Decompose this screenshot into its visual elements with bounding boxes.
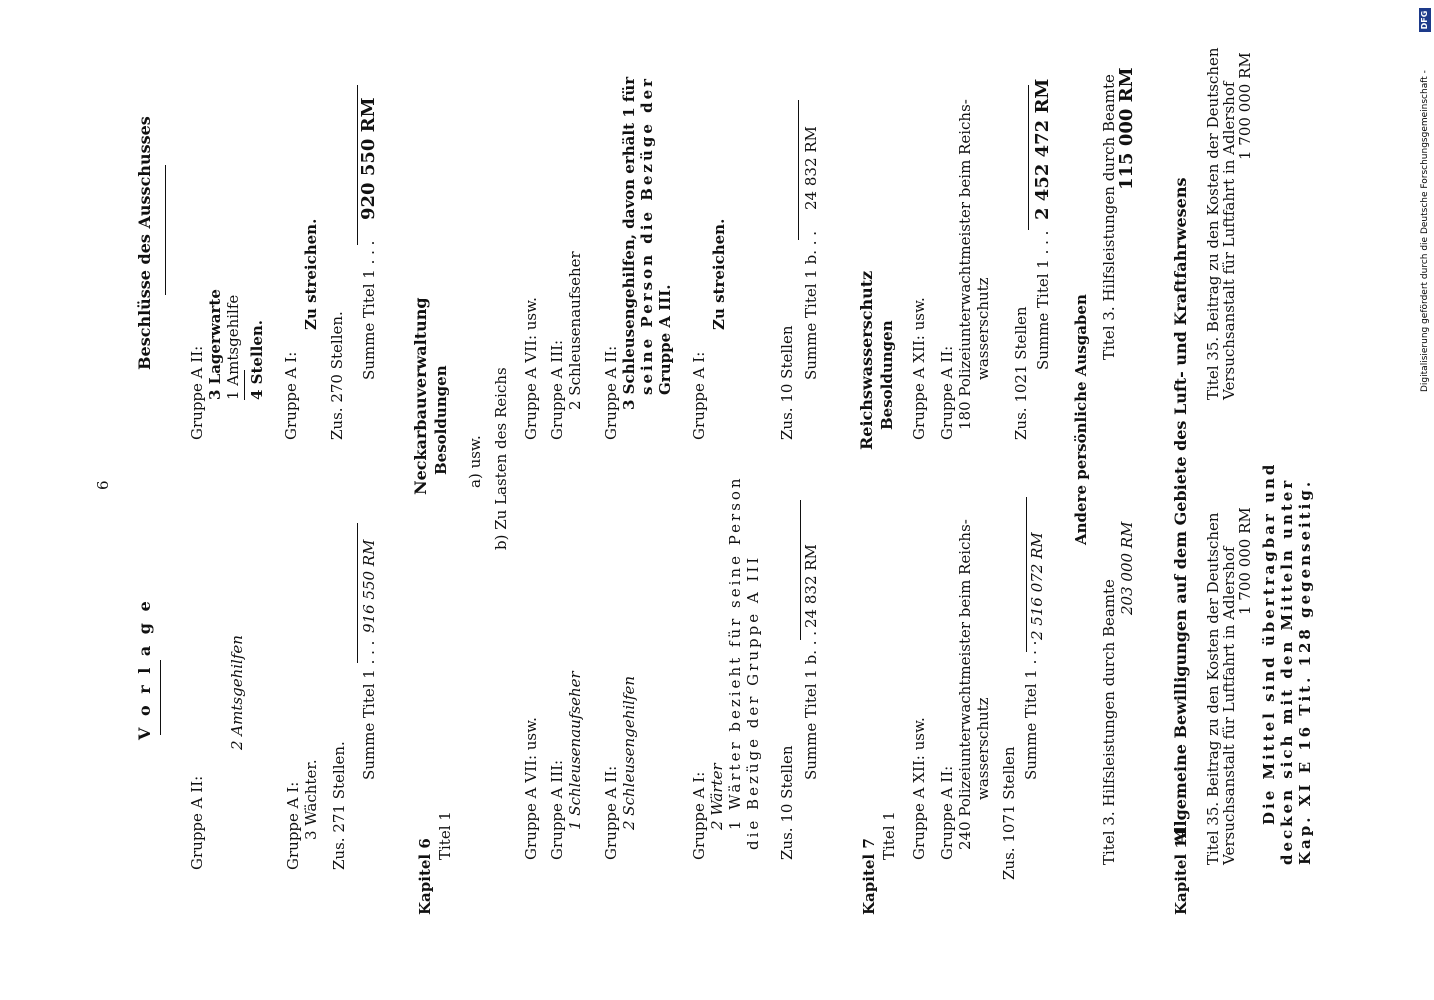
left-line: Zus. 10 Stellen	[778, 745, 796, 860]
left-line: Gruppe A I:	[690, 771, 708, 860]
right-line: 115 000 RM	[1116, 67, 1137, 190]
right-line: Titel 3. Hilfsleistungen durch Beamte	[1100, 74, 1118, 360]
left-line: Summe Titel 1 . . .	[360, 640, 378, 780]
right-line: 2 Schleusenaufseher	[566, 251, 584, 410]
right-line: Summe Titel 1 b. . .	[802, 230, 820, 380]
left-line: 2 Schleusengehilfen	[620, 675, 638, 830]
left-heading-rule	[160, 660, 161, 735]
right-line: Summe Titel 1 . . .	[1034, 230, 1052, 370]
right-line: Gruppe A I:	[282, 351, 300, 440]
right-line: 920 550 RM	[358, 97, 379, 220]
right-line: 3 Schleusengehilfen, davon erhält 1 für	[620, 76, 638, 410]
left-heading: V o r l a g e	[135, 598, 154, 740]
right-line: Gruppe A VII: usw.	[522, 297, 540, 440]
dfg-logo-text: DFG	[1420, 10, 1429, 30]
left-line: 1 Schleusenaufseher	[566, 671, 584, 830]
sum-rule	[800, 500, 801, 640]
left-line: 1 Wärter bezieht für seine Person	[726, 475, 744, 830]
right-line: 3 Lagerwarte	[206, 289, 224, 400]
left-line: Titel 35. Beitrag zu den Kosten der Deutschen	[1204, 512, 1222, 865]
sum-rule	[357, 523, 358, 663]
page-number: 6	[94, 480, 112, 490]
right-line: Gruppe A III.	[656, 284, 674, 395]
left-line: Die Mittel sind übertragbar und	[1260, 461, 1278, 825]
left-line: Summe Titel 1 . . .	[1022, 640, 1040, 780]
right-line: Zus. 270 Stellen.	[328, 311, 346, 440]
left-line: Summe Titel 1 b. . .	[802, 630, 820, 780]
left-line: Titel 3. Hilfsleistungen durch Beamte	[1100, 579, 1118, 865]
right-line: seine Person die Bezüge der	[638, 75, 656, 395]
kapitel14-title: Allgemeine Bewilligungen auf dem Gebiete des Luft- und Kraftfahrwesens	[1171, 177, 1190, 845]
left-line: Gruppe A XII: usw.	[910, 717, 928, 860]
left-line: 1 700 000 RM	[1236, 507, 1254, 615]
left-line: Gruppe A II:	[602, 765, 620, 860]
left-line: 203 000 RM	[1118, 521, 1136, 615]
neckar-title: Neckarbauverwaltung	[411, 297, 430, 495]
right-line: Zus. 1021 Stellen	[1012, 306, 1030, 440]
right-line: Gruppe A II:	[602, 345, 620, 440]
right-line: 24 832 RM	[802, 126, 820, 210]
stellen-rule	[244, 370, 245, 400]
sum-rule	[798, 100, 799, 240]
right-line: 2 452 472 RM	[1032, 78, 1053, 220]
left-line: 2 516 072 RM	[1028, 532, 1046, 640]
reichswasserschutz-subtitle: Besoldungen	[878, 320, 896, 430]
right-line: Gruppe A III:	[548, 339, 566, 440]
left-line: wasserschutz	[974, 697, 992, 800]
left-line: Gruppe A VII: usw.	[522, 717, 540, 860]
neckar-subtitle: Besoldungen	[432, 365, 450, 475]
right-heading: Beschlüsse des Ausschusses	[135, 116, 154, 370]
a-usw: a) usw.	[466, 435, 484, 488]
left-line: Gruppe A II:	[938, 765, 956, 860]
left-line: 240 Polizeiunterwachtmeister beim Reichs-	[956, 519, 974, 850]
left-line: 2 Wärter	[708, 763, 726, 830]
left-line: Gruppe A III:	[548, 759, 566, 860]
left-line: 24 832 RM	[802, 544, 820, 628]
left-line: Kapitel 6	[416, 838, 434, 915]
right-line: Zu streichen.	[302, 218, 320, 330]
right-line: Gruppe A XII: usw.	[910, 297, 928, 440]
left-line: die Bezüge der Gruppe A III	[744, 554, 762, 850]
left-line: Kapitel 14	[1172, 827, 1190, 915]
reichswasserschutz-title: Reichswasserschutz	[857, 270, 876, 450]
left-line: decken sich mit den Mitteln unter	[1278, 477, 1296, 865]
right-line: 1 Amtsgehilfe	[224, 294, 242, 400]
right-line: 4 Stellen.	[248, 319, 266, 400]
right-line: Gruppe A II:	[938, 345, 956, 440]
left-line: Gruppe A II:	[188, 775, 206, 870]
left-line: Zus. 271 Stellen.	[330, 741, 348, 870]
right-line: wasserschutz	[974, 277, 992, 380]
right-heading-rule	[165, 165, 166, 295]
andere-ausgaben: Andere persönliche Ausgaben	[1072, 294, 1090, 545]
left-line: 2 Amtsgehilfen	[228, 635, 246, 750]
right-line: 180 Polizeiunterwachtmeister beim Reichs-	[956, 99, 974, 430]
digitization-credit	[1418, 0, 1434, 1000]
left-line: Kapitel 7	[860, 838, 878, 915]
sum-rule	[1028, 85, 1029, 230]
b-zu-lasten: b) Zu Lasten des Reichs	[492, 367, 510, 550]
left-line: Kap. XI E 16 Tit. 128 gegenseitig.	[1296, 478, 1314, 865]
left-line: Titel 1	[880, 811, 898, 860]
left-line: Titel 1	[436, 811, 454, 860]
credit-text: Digitalisierung gefördert durch die Deutsche Forschungsgemeinschaft -	[1420, 70, 1430, 392]
left-line: 3 Wächter.	[302, 759, 320, 840]
left-line: 916 550 RM	[360, 539, 378, 633]
sum-rule	[1026, 497, 1027, 652]
right-line: Versuchsanstalt für Luftfahrt in Adlershof	[1220, 81, 1238, 400]
right-line: Titel 35. Beitrag zu den Kosten der Deutschen	[1204, 47, 1222, 400]
right-line: Summe Titel 1 . . .	[360, 240, 378, 380]
left-line: Versuchsanstalt für Luftfahrt in Adlershof	[1220, 546, 1238, 865]
right-line: Gruppe A II:	[188, 345, 206, 440]
left-line: Zus. 1071 Stellen	[1000, 746, 1018, 880]
right-line: 1 700 000 RM	[1236, 52, 1254, 160]
right-line: Zu streichen.	[710, 218, 728, 330]
right-line: Gruppe A I:	[690, 351, 708, 440]
left-line: Gruppe A I:	[284, 781, 302, 870]
right-line: Zus. 10 Stellen	[778, 325, 796, 440]
